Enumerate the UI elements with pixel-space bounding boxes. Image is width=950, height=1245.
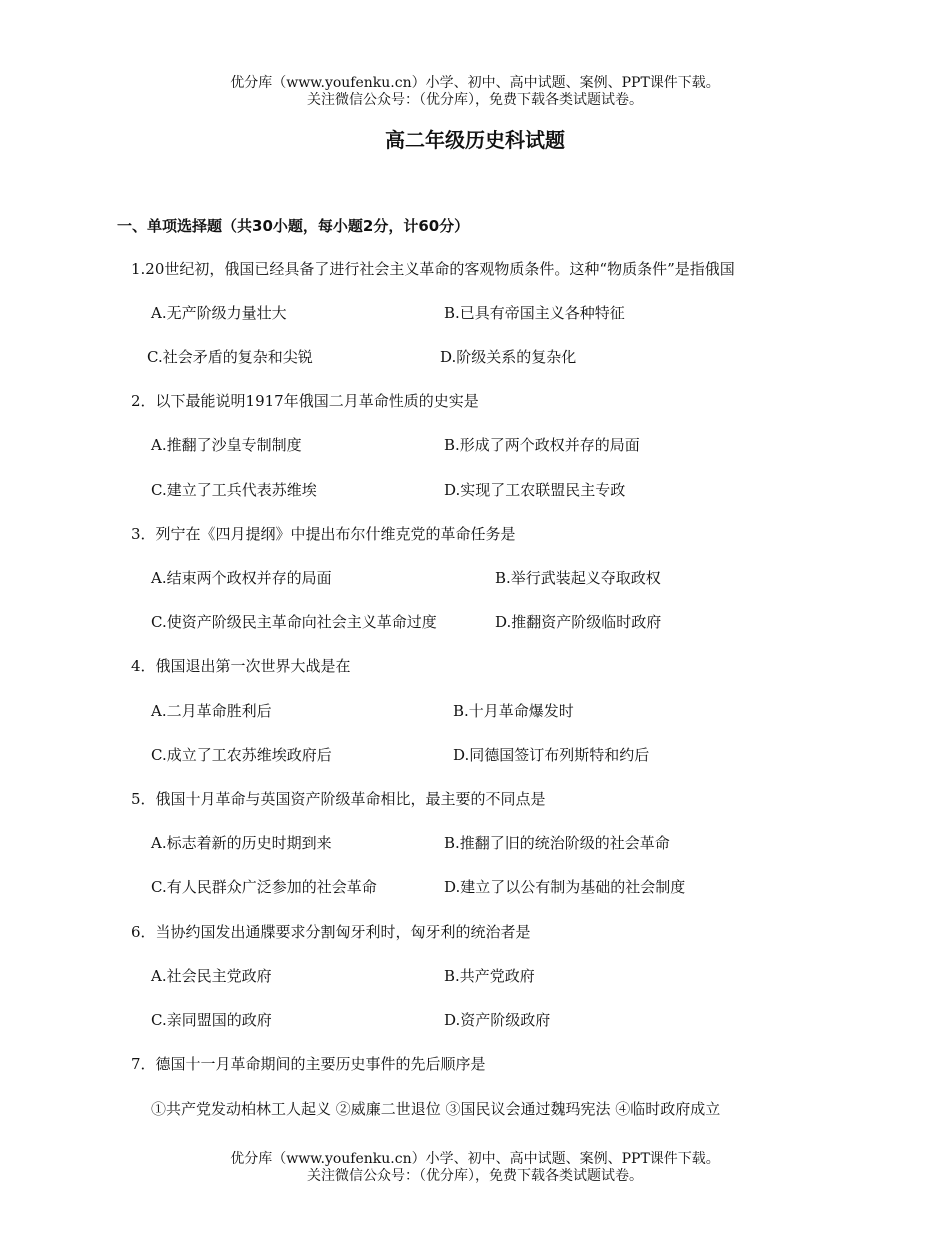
question-6-option-c: C.亲同盟国的政府 (151, 1011, 272, 1029)
question-2-option-d: D.实现了工农联盟民主专政 (444, 481, 626, 499)
question-3-option-c: C.使资产阶级民主革命向社会主义革命过度 (151, 613, 437, 631)
question-6-option-a: A.社会民主党政府 (151, 967, 272, 985)
question-1-stem: 1.20世纪初，俄国已经具备了进行社会主义革命的客观物质条件。这种“物质条件”是指俄国 (131, 260, 735, 278)
question-4-option-d: D.同德国签订布列斯特和约后 (453, 746, 650, 764)
question-4-option-b: B.十月革命爆发时 (453, 702, 574, 720)
page-title: 高二年级历史科试题 (385, 128, 565, 152)
question-3-option-b: B.举行武装起义夺取政权 (495, 569, 661, 587)
question-5-option-c: C.有人民群众广泛参加的社会革命 (151, 878, 377, 896)
question-3-stem: 3．列宁在《四月提纲》中提出布尔什维克党的革命任务是 (131, 525, 516, 543)
question-3-option-a: A.结束两个政权并存的局面 (151, 569, 332, 587)
question-4-option-c: C.成立了工农苏维埃政府后 (151, 746, 332, 764)
question-4-stem: 4．俄国退出第一次世界大战是在 (131, 657, 351, 675)
question-2-option-b: B.形成了两个政权并存的局面 (444, 436, 640, 454)
question-6-option-b: B.共产党政府 (444, 967, 535, 985)
question-1-option-c: C.社会矛盾的复杂和尖锐 (147, 348, 313, 366)
question-2-stem: 2．以下最能说明1917年俄国二月革命性质的史实是 (131, 392, 479, 410)
question-6-stem: 6．当协约国发出通牒要求分割匈牙利时，匈牙利的统治者是 (131, 923, 531, 941)
footer-line-2: 关注微信公众号：（优分库），免费下载各类试题试卷。 (307, 1168, 643, 1184)
question-5-stem: 5．俄国十月革命与英国资产阶级革命相比，最主要的不同点是 (131, 790, 546, 808)
page-footer (0, 1151, 950, 1185)
question-5-option-a: A.标志着新的历史时期到来 (151, 834, 332, 852)
section-heading: 一、单项选择题（共30小题，每小题2分，计60分） (117, 217, 470, 235)
question-1-option-b: B.已具有帝国主义各种特征 (444, 304, 625, 322)
page-header (0, 75, 950, 109)
question-2-option-a: A.推翻了沙皇专制制度 (151, 436, 302, 454)
footer-line-1: 优分库（www.youfenku.cn）小学、初中、高中试题、案例、PPT课件下载。 (230, 1151, 720, 1167)
question-7-items: ①共产党发动柏林工人起义 ②威廉二世退位 ③国民议会通过魏玛宪法 ④临时政府成立 (151, 1100, 721, 1118)
question-3-option-d: D.推翻资产阶级临时政府 (495, 613, 662, 631)
question-7-stem: 7．德国十一月革命期间的主要历史事件的先后顺序是 (131, 1055, 486, 1073)
question-6-option-d: D.资产阶级政府 (444, 1011, 551, 1029)
question-1-option-a: A.无产阶级力量壮大 (151, 304, 287, 322)
question-4-option-a: A.二月革命胜利后 (151, 702, 272, 720)
question-5-option-d: D.建立了以公有制为基础的社会制度 (444, 878, 686, 896)
question-5-option-b: B.推翻了旧的统治阶级的社会革命 (444, 834, 670, 852)
question-2-option-c: C.建立了工兵代表苏维埃 (151, 481, 317, 499)
header-line-1: 优分库（www.youfenku.cn）小学、初中、高中试题、案例、PPT课件下载。 (230, 75, 720, 91)
header-line-2: 关注微信公众号：（优分库），免费下载各类试题试卷。 (307, 92, 643, 108)
question-1-option-d: D.阶级关系的复杂化 (440, 348, 577, 366)
